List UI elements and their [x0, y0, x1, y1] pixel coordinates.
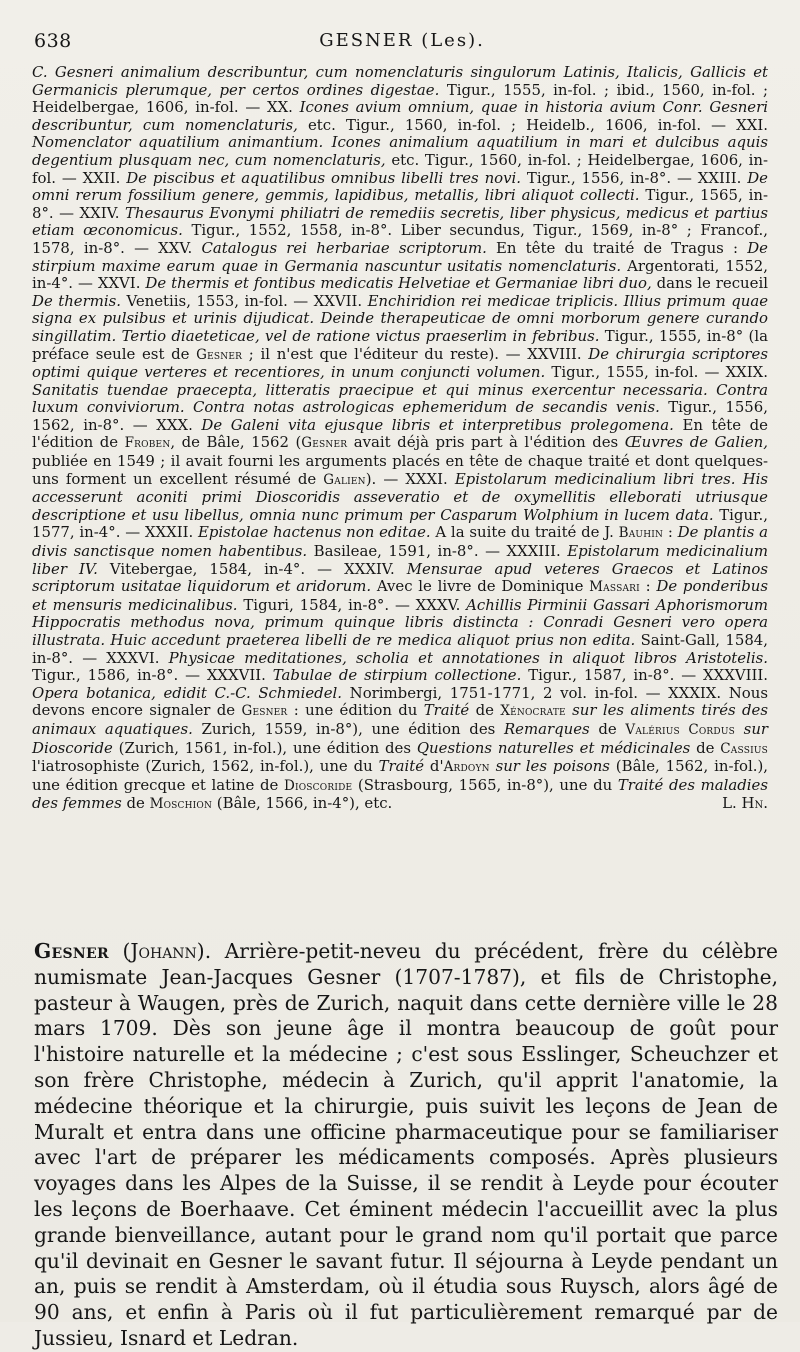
person-name: Massari	[589, 579, 640, 596]
citation-text: Zurich, 1559, in-8°), une édition des	[192, 719, 504, 738]
citation-text: , de Bâle, 1562 (	[170, 433, 302, 452]
work-title: Epistolarum medicinalium liber IV.	[32, 542, 768, 578]
work-title: De chirurgia scriptores optimi quique verteres et recentiores, in unum conjuncti volumen.	[32, 344, 769, 382]
work-title: C. Gesneri animalium describuntur, cum nomenclaturis singulorum Latinis, Italicis, Gallicis et Germanicis plerumque, per certos ordines digestae.	[32, 63, 768, 99]
citation-text: : une édition du	[287, 701, 424, 720]
citation-text: (Zurich, 1561, in-fol.), une édition des	[112, 738, 417, 757]
citation-text: avait déjà pris part à l'édition des	[347, 433, 625, 452]
person-name: Bauhin	[618, 525, 664, 542]
work-title: De thermis et fontibus medicatis Helvetiae et Germaniae libri duo,	[145, 274, 652, 293]
work-title: Enchiridion rei medicae triplicis. Illius primum quae signa ex pulsibus et urinis dijudicat. Deinde therapeuticae de omni morborum genere curando singillatim. Tertio diaeteticae, vel de ratione victus praeserlim in febribus.	[32, 291, 769, 345]
citation-text: Tigur., 1586, in-8°. — XXXVII.	[32, 666, 273, 685]
citation-text: Tigur., 1555, in-fol. — XXIX.	[545, 363, 768, 382]
work-title: sur les aliments tirés des animaux aquatiques.	[32, 701, 769, 738]
work-title: Mensurae apud veteres Graecos et Latinos scriptorum usitatae liquidorum et aridorum.	[32, 559, 768, 596]
author-signature: L. Hn.	[722, 794, 768, 813]
section-divider	[32, 935, 768, 936]
work-title: Epistolae hactenus non editae.	[197, 523, 431, 542]
citation-text: de	[589, 719, 626, 738]
work-title: Remarques	[503, 719, 590, 738]
citation-text: de	[121, 794, 150, 813]
citation-text: (Strasbourg, 1565, in-8°), une du	[352, 775, 618, 794]
citation-text: :	[663, 523, 678, 542]
citation-text: Vitebergae, 1584, in-4°. — XXXIV.	[97, 559, 407, 578]
citation-text: Tigur., 1565, in-8°. — XXIV.	[32, 186, 768, 222]
person-name: Galien	[323, 471, 366, 488]
work-title: Achillis Pirminii Gassari Aphorismorum Hippocratis methodus nova, primum quinque libris distincta : Conradi Gesneri vero opera illustrata. Huic accedunt praeterea libelli de re medica aliquot prius non edita.	[32, 595, 769, 649]
citation-text: Saint-Gall, 1584, in-8°. — XXXVI.	[32, 631, 768, 667]
bibliography-paragraph	[32, 64, 768, 814]
work-title: sur Dioscoride	[32, 719, 769, 757]
entry-paragraph	[34, 939, 778, 1352]
citation-text: :	[639, 577, 657, 596]
person-name: Dioscoride	[283, 777, 353, 794]
person-name: Froben	[124, 435, 171, 452]
citation-text: En tête du traité de Tragus :	[486, 238, 748, 257]
person-name: Xénocrate	[500, 703, 566, 720]
work-title: De plantis a divis sanctisque nomen habentibus.	[32, 523, 769, 561]
citation-text: Tigur., 1577, in-4°. — XXXII.	[32, 505, 768, 542]
work-title: Icones avium omnium, quae in historia avium Conr. Gesneri describuntur, cum nomenclaturis,	[32, 98, 768, 134]
work-title: De stirpium maxime earum quae in Germania nascuntur usitatis nomenclaturis.	[32, 238, 768, 275]
work-title: Sanitatis tuendae praecepta, litteratis praecipue et qui minus exercentur necessaria. Contra luxum conviviorum. Contra notas astrologicas ephemeridum de secandis venis.	[32, 380, 768, 417]
work-title: Thesaurus Evonymi philiatri de remediis secretis, liber physicus, medicus et partius etiam œconomicus.	[32, 203, 768, 240]
citation-text: Norimbergi, 1751-1771, 2 vol. in-fol. — XXXIX. Nous devons encore signaler de	[32, 683, 768, 720]
work-title: De omni rerum fossilium genere, gemmis, lapidibus, metallis, libri aliquot collecti.	[32, 168, 768, 205]
work-title: Traité	[423, 701, 470, 720]
citation-text: Tigur., 1587, in-8°. — XXXVIII.	[521, 666, 768, 685]
citation-text: etc. Tigur., 1560, in-fol. ; Heidelbergae, 1606, in-fol. — XXII.	[32, 150, 768, 187]
citation-text: ; il n'est que l'éditeur du reste). — XXVIII.	[242, 344, 589, 363]
work-title: De Galeni vita ejusque libris et interpretibus prolegomena.	[201, 415, 674, 434]
citation-text: Tigur., 1556, 1562, in-8°. — XXX.	[32, 398, 768, 434]
citation-text: Tigur., 1556, in-8°. — XXIII.	[521, 168, 748, 187]
work-title: De ponderibus et mensuris medicinalibus.	[32, 577, 769, 614]
work-title: Questions naturelles et médicinales	[416, 738, 691, 757]
person-name: Gesner	[301, 435, 348, 452]
work-title: De piscibus et aquatilibus omnibus libelli tres novi.	[126, 168, 522, 187]
person-name: Ardoyn	[443, 759, 490, 776]
citation-text: Tigur., 1555, in-fol. ; ibid., 1560, in-fol. ; Heidelbergae, 1606, in-fol. — XX.	[32, 80, 768, 117]
citation-text: de	[469, 701, 501, 720]
entry-forename: (Johann).	[122, 939, 212, 963]
work-title: Traité	[378, 757, 425, 776]
citation-text: etc. Tigur., 1560, in-fol. ; Heidelb., 1606, in-fol. — XXI.	[297, 115, 768, 134]
work-title: Catalogus rei herbariae scriptorum.	[201, 238, 487, 257]
citation-text: (Bâle, 1566, in-4°), etc.	[212, 794, 393, 813]
work-title: Traité des maladies des femmes	[32, 775, 768, 813]
citation-text: En tête de l'édition de	[32, 415, 768, 452]
citation-text: Tiguri, 1584, in-8°. — XXXV.	[237, 595, 467, 614]
citation-text: Venetiis, 1553, in-fol. — XXVII.	[120, 291, 368, 310]
running-head	[34, 30, 770, 56]
work-title: Tabulae de stirpium collectione.	[272, 666, 522, 685]
citation-text: Avec le livre de Dominique	[371, 577, 590, 596]
person-name: Cassius	[720, 740, 768, 757]
citation-text: de	[690, 738, 721, 757]
citation-text: Tigur., 1555, in-8° (la préface seule est de	[32, 326, 768, 363]
person-name: Moschion	[149, 796, 213, 813]
entry-headword: Gesner	[34, 939, 109, 963]
work-title: Physicae meditationes, scholia et annotationes in aliquot libros Aristotelis.	[168, 648, 768, 667]
person-name: Valérius Cordus	[625, 721, 735, 738]
work-title: De thermis.	[32, 291, 121, 310]
person-name: Gesner	[196, 346, 243, 363]
citation-text: Tigur., 1552, 1558, in-8°. Liber secundus, Tigur., 1569, in-8° ; Francof., 1578, in-8°. — XXV.	[32, 221, 769, 257]
citation-text: Argentorati, 1552, in-4°. — XXVI.	[32, 256, 769, 293]
running-title: GESNER (Les).	[319, 30, 485, 51]
citation-text: publiée en 1549 ; il avait fourni les arguments placés en tête de chaque traité et dont quelques-uns forment un excellent résumé de	[32, 452, 768, 488]
citation-text: (Bâle, 1562, in-fol.), une édition grecque et latine de	[32, 757, 768, 794]
work-title: Opera botanica, edidit C.-C. Schmiedel.	[32, 683, 343, 702]
work-title: Œuvres de Galien,	[624, 433, 768, 452]
citation-text: d'	[424, 757, 444, 776]
page-number: 638	[34, 30, 72, 52]
work-title: Nomenclator aquatilium animantium. Icones animalium aquatilium in mari et dulcibus aquis degentium plusquam nec, cum nomenclaturis,	[32, 133, 768, 169]
citation-text	[735, 720, 744, 738]
citation-text: ). — XXXI.	[365, 469, 455, 488]
citation-text: A la suite du traité de J.	[430, 523, 619, 542]
work-title: Epistolarum medicinalium libri tres. His accesserunt aconiti primi Dioscoridis asseveratio et de oxymellitis elleborati utriusque descriptione et usu libellus, omnia nunc primum per Casparum Wolphium in lucem data.	[32, 469, 768, 524]
work-title: sur les poisons	[495, 757, 610, 776]
citation-text: Basileae, 1591, in-8°. — XXXIII.	[307, 542, 568, 561]
entry-body: Arrière-petit-neveu du précédent, frère du célèbre numismate Jean-Jacques Gesner (1707-1787), et fils de Christophe, pasteur à Waugen, près de Zurich, naquit dans cette dernière ville le 28 mars 1709. Dès son jeune âge il montra beaucoup de goût pour l'histoire naturelle et la médecine ; c'est sous Esslinger, Scheuchzer et son frère Christophe, médecin à Zurich, qu'il apprit l'anatomie, la médecine théorique et la chirurgie, puis suivit les leçons de Jean de Muralt et entra dans une officine pharmaceutique pour se familiariser avec l'art de préparer les médicaments composés. Après plusieurs voyages dans les Alpes de la Suisse, il se rendit à Leyde pour écouter les leçons de Boerhaave. Cet éminent médecin l'accueillit avec la plus grande bienveillance, autant pour le grand nom qu'il portait que parce qu'il devinait en Gesner le savant futur. Il séjourna à Leyde pendant un an, puis se rendit à Amsterdam, où il étudia sous Ruysch, alors âgé de 90 ans, et enfin à Paris où il fut particulièrement remarqué par de Jussieu, Isnard et Ledran.	[34, 939, 778, 1350]
citation-text: l'iatrosophiste (Zurich, 1562, in-fol.), une du	[32, 757, 379, 776]
citation-text: dans le recueil	[651, 274, 768, 293]
person-name: Gesner	[241, 703, 288, 720]
